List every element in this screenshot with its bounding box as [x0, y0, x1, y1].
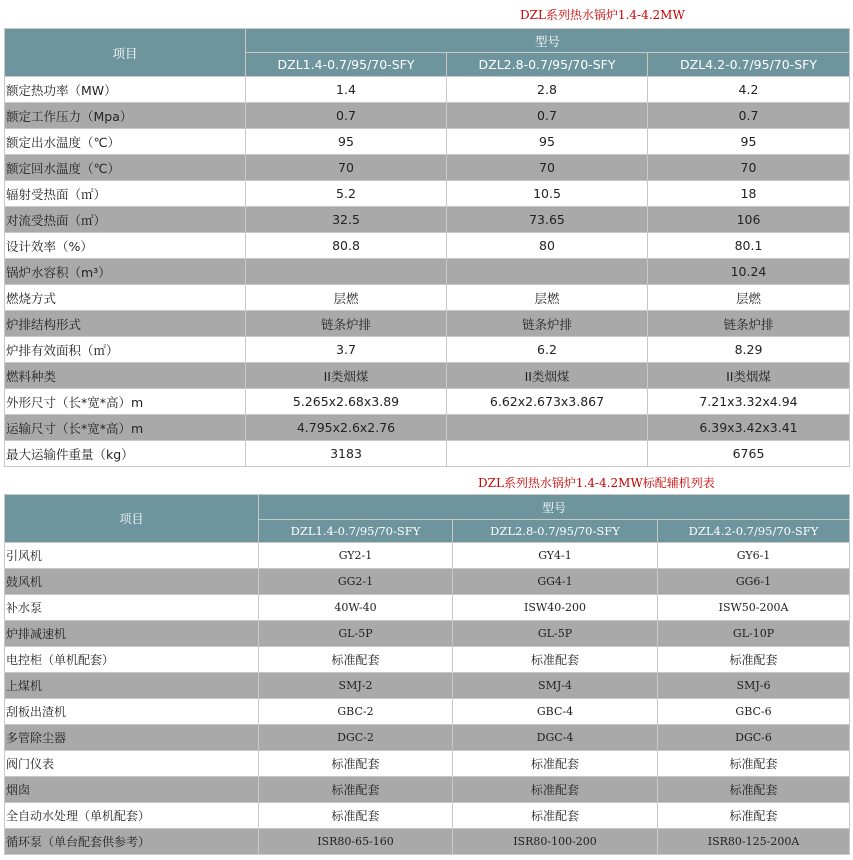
cell-model-1: 0.7: [246, 103, 447, 129]
cell-model-3: DGC-6: [658, 725, 850, 751]
cell-model-3: 标准配套: [658, 647, 850, 673]
table-row: [5, 621, 850, 647]
cell-model-1: 3.7: [246, 337, 447, 363]
model-header-1: DZL1.4-0.7/95/70-SFY: [246, 53, 447, 77]
cell-model-1: 80.8: [246, 233, 447, 259]
cell-model-1: 链条炉排: [246, 311, 447, 337]
cell-model-3: GL-10P: [658, 621, 850, 647]
table-row: [5, 647, 850, 673]
cell-model-3: GG6-1: [658, 569, 850, 595]
model-header: 型号: [259, 495, 850, 520]
cell-model-1: 5.265x2.68x3.89: [246, 389, 447, 415]
table-row: [5, 415, 850, 441]
table-row: [5, 543, 850, 569]
cell-model-3: II类烟煤: [648, 363, 850, 389]
table-row: [5, 389, 850, 415]
cell-model-3: 6.39x3.42x3.41: [648, 415, 850, 441]
cell-model-2: II类烟煤: [447, 363, 648, 389]
cell-model-1: DGC-2: [259, 725, 453, 751]
cell-model-1: 5.2: [246, 181, 447, 207]
table-row: [5, 337, 850, 363]
cell-model-1: 标准配套: [259, 803, 453, 829]
cell-model-2: 70: [447, 155, 648, 181]
cell-model-3: 106: [648, 207, 850, 233]
cell-model-2: 95: [447, 129, 648, 155]
cell-model-3: 80.1: [648, 233, 850, 259]
cell-model-1: GG2-1: [259, 569, 453, 595]
cell-model-3: 标准配套: [658, 803, 850, 829]
row-label: 多管除尘器: [5, 725, 259, 751]
item-header: 项目: [5, 495, 259, 543]
row-label: 刮板出渣机: [5, 699, 259, 725]
item-header: 项目: [5, 29, 246, 77]
cell-model-3: 18: [648, 181, 850, 207]
cell-model-3: ISR80-125-200A: [658, 829, 850, 855]
table-row: [5, 155, 850, 181]
cell-model-3: GY6-1: [658, 543, 850, 569]
cell-model-2: [447, 259, 648, 285]
cell-model-3: 7.21x3.32x4.94: [648, 389, 850, 415]
cell-model-1: SMJ-2: [259, 673, 453, 699]
row-label: 额定回水温度（℃）: [5, 155, 246, 181]
cell-model-1: 标准配套: [259, 751, 453, 777]
table-row: [5, 207, 850, 233]
cell-model-3: 6765: [648, 441, 850, 467]
table-row: [5, 259, 850, 285]
cell-model-1: 70: [246, 155, 447, 181]
cell-model-1: 95: [246, 129, 447, 155]
cell-model-2: [447, 415, 648, 441]
cell-model-2: 73.65: [447, 207, 648, 233]
row-label: 炉排结构形式: [5, 311, 246, 337]
cell-model-2: SMJ-4: [453, 673, 658, 699]
cell-model-3: 70: [648, 155, 850, 181]
cell-model-2: GL-5P: [453, 621, 658, 647]
model-header: 型号: [246, 29, 850, 53]
cell-model-2: ISR80-100-200: [453, 829, 658, 855]
cell-model-2: 标准配套: [453, 803, 658, 829]
cell-model-2: 6.2: [447, 337, 648, 363]
table-row: [5, 77, 850, 103]
cell-model-3: 0.7: [648, 103, 850, 129]
cell-model-1: II类烟煤: [246, 363, 447, 389]
cell-model-1: GBC-2: [259, 699, 453, 725]
cell-model-2: GG4-1: [453, 569, 658, 595]
cell-model-3: 8.29: [648, 337, 850, 363]
cell-model-3: 链条炉排: [648, 311, 850, 337]
row-label: 鼓风机: [5, 569, 259, 595]
row-label: 运输尺寸（长*宽*高）m: [5, 415, 246, 441]
table-row: [5, 129, 850, 155]
model-header-3: DZL4.2-0.7/95/70-SFY: [658, 520, 850, 543]
table-row: [5, 311, 850, 337]
cell-model-2: DGC-4: [453, 725, 658, 751]
row-label: 额定出水温度（℃）: [5, 129, 246, 155]
cell-model-2: 80: [447, 233, 648, 259]
model-header-2: DZL2.8-0.7/95/70-SFY: [453, 520, 658, 543]
table1-body: [5, 77, 850, 467]
cell-model-2: GBC-4: [453, 699, 658, 725]
table-row: [5, 725, 850, 751]
cell-model-2: 层燃: [447, 285, 648, 311]
cell-model-1: 1.4: [246, 77, 447, 103]
row-label: 补水泵: [5, 595, 259, 621]
table-row: [5, 233, 850, 259]
cell-model-2: 标准配套: [453, 647, 658, 673]
cell-model-2: 0.7: [447, 103, 648, 129]
row-label: 设计效率（%）: [5, 233, 246, 259]
row-label: 额定工作压力（Mpa）: [5, 103, 246, 129]
row-label: 燃烧方式: [5, 285, 246, 311]
table-row: [5, 751, 850, 777]
row-label: 燃料种类: [5, 363, 246, 389]
row-label: 上煤机: [5, 673, 259, 699]
table1-title: DZL系列热水锅炉1.4-4.2MW: [520, 8, 685, 22]
table-row: [5, 673, 850, 699]
cell-model-2: 10.5: [447, 181, 648, 207]
model-header-3: DZL4.2-0.7/95/70-SFY: [648, 53, 850, 77]
row-label: 辐射受热面（㎡）: [5, 181, 246, 207]
cell-model-1: 层燃: [246, 285, 447, 311]
table-row: [5, 595, 850, 621]
table-row: [5, 829, 850, 855]
table-row: [5, 569, 850, 595]
cell-model-2: GY4-1: [453, 543, 658, 569]
row-label: 外形尺寸（长*宽*高）m: [5, 389, 246, 415]
row-label: 循环泵（单台配套供参考）: [5, 829, 259, 855]
row-label: 对流受热面（㎡）: [5, 207, 246, 233]
cell-model-2: 标准配套: [453, 777, 658, 803]
cell-model-1: GL-5P: [259, 621, 453, 647]
cell-model-2: 标准配套: [453, 751, 658, 777]
cell-model-1: 3183: [246, 441, 447, 467]
cell-model-1: [246, 259, 447, 285]
row-label: 炉排有效面积（㎡）: [5, 337, 246, 363]
cell-model-3: 10.24: [648, 259, 850, 285]
row-label: 锅炉水容积（m³）: [5, 259, 246, 285]
table-row: [5, 803, 850, 829]
boiler-spec-table: [4, 28, 850, 467]
cell-model-1: 标准配套: [259, 777, 453, 803]
table-row: [5, 363, 850, 389]
row-label: 最大运输件重量（kg）: [5, 441, 246, 467]
table2-body: [5, 543, 850, 855]
row-label: 额定热功率（MW）: [5, 77, 246, 103]
cell-model-1: ISR80-65-160: [259, 829, 453, 855]
cell-model-2: 6.62x2.673x3.867: [447, 389, 648, 415]
cell-model-3: 标准配套: [658, 751, 850, 777]
cell-model-3: 标准配套: [658, 777, 850, 803]
row-label: 烟囱: [5, 777, 259, 803]
row-label: 电控柜（单机配套）: [5, 647, 259, 673]
table-row: [5, 699, 850, 725]
cell-model-1: 4.795x2.6x2.76: [246, 415, 447, 441]
table-row: [5, 285, 850, 311]
cell-model-2: 链条炉排: [447, 311, 648, 337]
auxiliary-equipment-table: [4, 494, 850, 855]
cell-model-2: ISW40-200: [453, 595, 658, 621]
cell-model-3: 层燃: [648, 285, 850, 311]
cell-model-1: 32.5: [246, 207, 447, 233]
cell-model-3: SMJ-6: [658, 673, 850, 699]
table-row: [5, 441, 850, 467]
cell-model-3: 4.2: [648, 77, 850, 103]
row-label: 阀门仪表: [5, 751, 259, 777]
cell-model-2: [447, 441, 648, 467]
cell-model-3: ISW50-200A: [658, 595, 850, 621]
table-row: [5, 181, 850, 207]
table-row: [5, 103, 850, 129]
model-header-1: DZL1.4-0.7/95/70-SFY: [259, 520, 453, 543]
row-label: 炉排减速机: [5, 621, 259, 647]
row-label: 引风机: [5, 543, 259, 569]
row-label: 全自动水处理（单机配套）: [5, 803, 259, 829]
cell-model-3: GBC-6: [658, 699, 850, 725]
cell-model-1: GY2-1: [259, 543, 453, 569]
cell-model-1: 标准配套: [259, 647, 453, 673]
cell-model-1: 40W-40: [259, 595, 453, 621]
table-row: [5, 777, 850, 803]
cell-model-2: 2.8: [447, 77, 648, 103]
cell-model-3: 95: [648, 129, 850, 155]
model-header-2: DZL2.8-0.7/95/70-SFY: [447, 53, 648, 77]
table2-title: DZL系列热水锅炉1.4-4.2MW标配辅机列表: [478, 476, 715, 490]
